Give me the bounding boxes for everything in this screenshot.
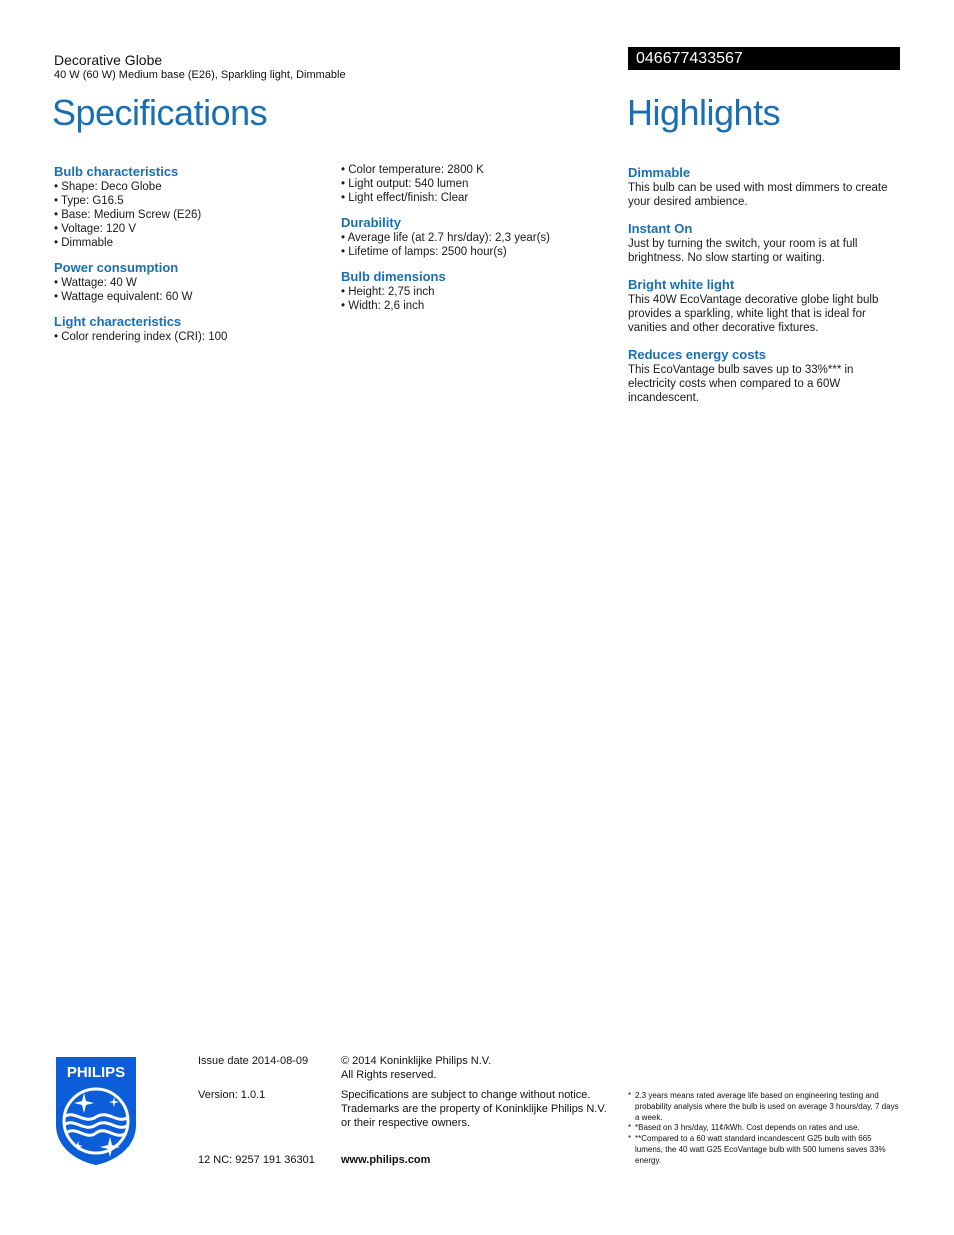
spec-section-title: Durability bbox=[341, 215, 401, 230]
trademark-line: Trademarks are the property of Koninklijke Philips N.V. bbox=[341, 1103, 607, 1115]
footnote-text: *Based on 3 hrs/day, 11¢/kWh. Cost depends on rates and use. bbox=[635, 1123, 860, 1132]
footnote bbox=[628, 1122, 900, 1133]
highlight-text: Just by turning the switch, your room is at full brightness. No slow starting or waiting. bbox=[628, 238, 858, 264]
product-code-badge: 046677433567 bbox=[628, 47, 900, 70]
specifications-title: Specifications bbox=[52, 92, 268, 133]
footnote bbox=[628, 1133, 900, 1166]
spec-item: • Type: G16.5 bbox=[54, 195, 124, 207]
spec-section-bulb-dimensions bbox=[341, 269, 550, 313]
footnote-text: **Compared to a 60 watt standard incandescent G25 bulb with 665 lumens, the 40 watt G25 EcoVantage bulb with 500 lumens saves 33% energy. bbox=[635, 1134, 886, 1165]
highlight-bright-white-light bbox=[628, 277, 900, 335]
website-link[interactable]: www.philips.com bbox=[341, 1154, 431, 1166]
footnote-mark: * bbox=[628, 1134, 632, 1143]
spec-item: • Light effect/finish: Clear bbox=[341, 192, 469, 204]
copyright-line: © 2014 Koninklijke Philips N.V. bbox=[341, 1055, 492, 1067]
highlight-title: Bright white light bbox=[628, 277, 735, 292]
spec-section-durability bbox=[341, 215, 550, 259]
footnote bbox=[628, 1090, 900, 1123]
spec-column-2 bbox=[341, 164, 550, 323]
spec-item: • Base: Medium Screw (E26) bbox=[54, 209, 202, 221]
highlight-text: This 40W EcoVantage decorative globe light bulb provides a sparkling, white light that is ideal for vanities and other decorative fixtures. bbox=[628, 294, 879, 334]
spec-item: • Height: 2,75 inch bbox=[341, 286, 435, 298]
spec-item: • Wattage equivalent: 60 W bbox=[54, 291, 193, 303]
product-subtitle: 40 W (60 W) Medium base (E26), Sparkling light, Dimmable bbox=[54, 69, 346, 81]
issue-date: Issue date 2014-08-09 bbox=[198, 1055, 309, 1067]
spec-section-light-characteristics bbox=[54, 314, 227, 344]
highlight-title: Reduces energy costs bbox=[628, 347, 767, 362]
spec-item: • Width: 2,6 inch bbox=[341, 300, 425, 312]
highlight-title: Dimmable bbox=[628, 165, 691, 180]
highlight-dimmable bbox=[628, 165, 900, 209]
spec-section-title: Light characteristics bbox=[54, 314, 182, 329]
highlight-title: Instant On bbox=[628, 221, 693, 236]
spec-section-title: Bulb characteristics bbox=[54, 164, 179, 179]
product-name: Decorative Globe bbox=[54, 52, 163, 68]
highlight-text: This EcoVantage bulb saves up to 33%*** in electricity costs when compared to a 60W incandescent. bbox=[628, 364, 854, 404]
philips-shield-logo-icon bbox=[54, 1055, 138, 1167]
highlights-column bbox=[628, 165, 900, 417]
footnote-mark: * bbox=[628, 1123, 632, 1132]
spec-column-1 bbox=[54, 164, 227, 354]
spec-section-title: Bulb dimensions bbox=[341, 269, 446, 284]
spec-item: • Voltage: 120 V bbox=[54, 223, 137, 235]
trademark-owners-line: or their respective owners. bbox=[341, 1117, 470, 1129]
spec-item: • Lifetime of lamps: 2500 hour(s) bbox=[341, 246, 507, 258]
spec-section-title: Power consumption bbox=[54, 260, 179, 275]
spec-item: • Light output: 540 lumen bbox=[341, 178, 469, 190]
spec-section-bulb-characteristics bbox=[54, 164, 227, 250]
spec-item: • Color rendering index (CRI): 100 bbox=[54, 331, 228, 343]
logo-brand-text: PHILIPS bbox=[66, 1064, 126, 1081]
nc-number: 12 NC: 9257 191 36301 bbox=[198, 1154, 315, 1166]
spec-item: • Color temperature: 2800 K bbox=[341, 164, 484, 176]
rights-reserved: All Rights reserved. bbox=[341, 1069, 437, 1081]
spec-item: • Dimmable bbox=[54, 237, 113, 249]
spec-notice-line: Specifications are subject to change without notice. bbox=[341, 1089, 591, 1101]
footnote-text: 2.3 years means rated average life based on engineering testing and probability analysis where the bulb is used on average 3 hours/day, 7 days a week. bbox=[635, 1091, 899, 1122]
spec-item: • Wattage: 40 W bbox=[54, 277, 137, 289]
spec-section-power-consumption bbox=[54, 260, 227, 304]
spec-item: • Average life (at 2.7 hrs/day): 2,3 year(s) bbox=[341, 232, 550, 244]
spec-item: • Shape: Deco Globe bbox=[54, 181, 162, 193]
highlights-title: Highlights bbox=[627, 92, 781, 133]
highlight-instant-on bbox=[628, 221, 900, 265]
spec-section-light-characteristics-cont bbox=[341, 163, 550, 205]
version: Version: 1.0.1 bbox=[198, 1089, 266, 1101]
highlight-text: This bulb can be used with most dimmers to create your desired ambience. bbox=[628, 182, 888, 208]
highlight-reduces-energy-costs bbox=[628, 347, 900, 405]
footnote-mark: * bbox=[628, 1091, 632, 1100]
